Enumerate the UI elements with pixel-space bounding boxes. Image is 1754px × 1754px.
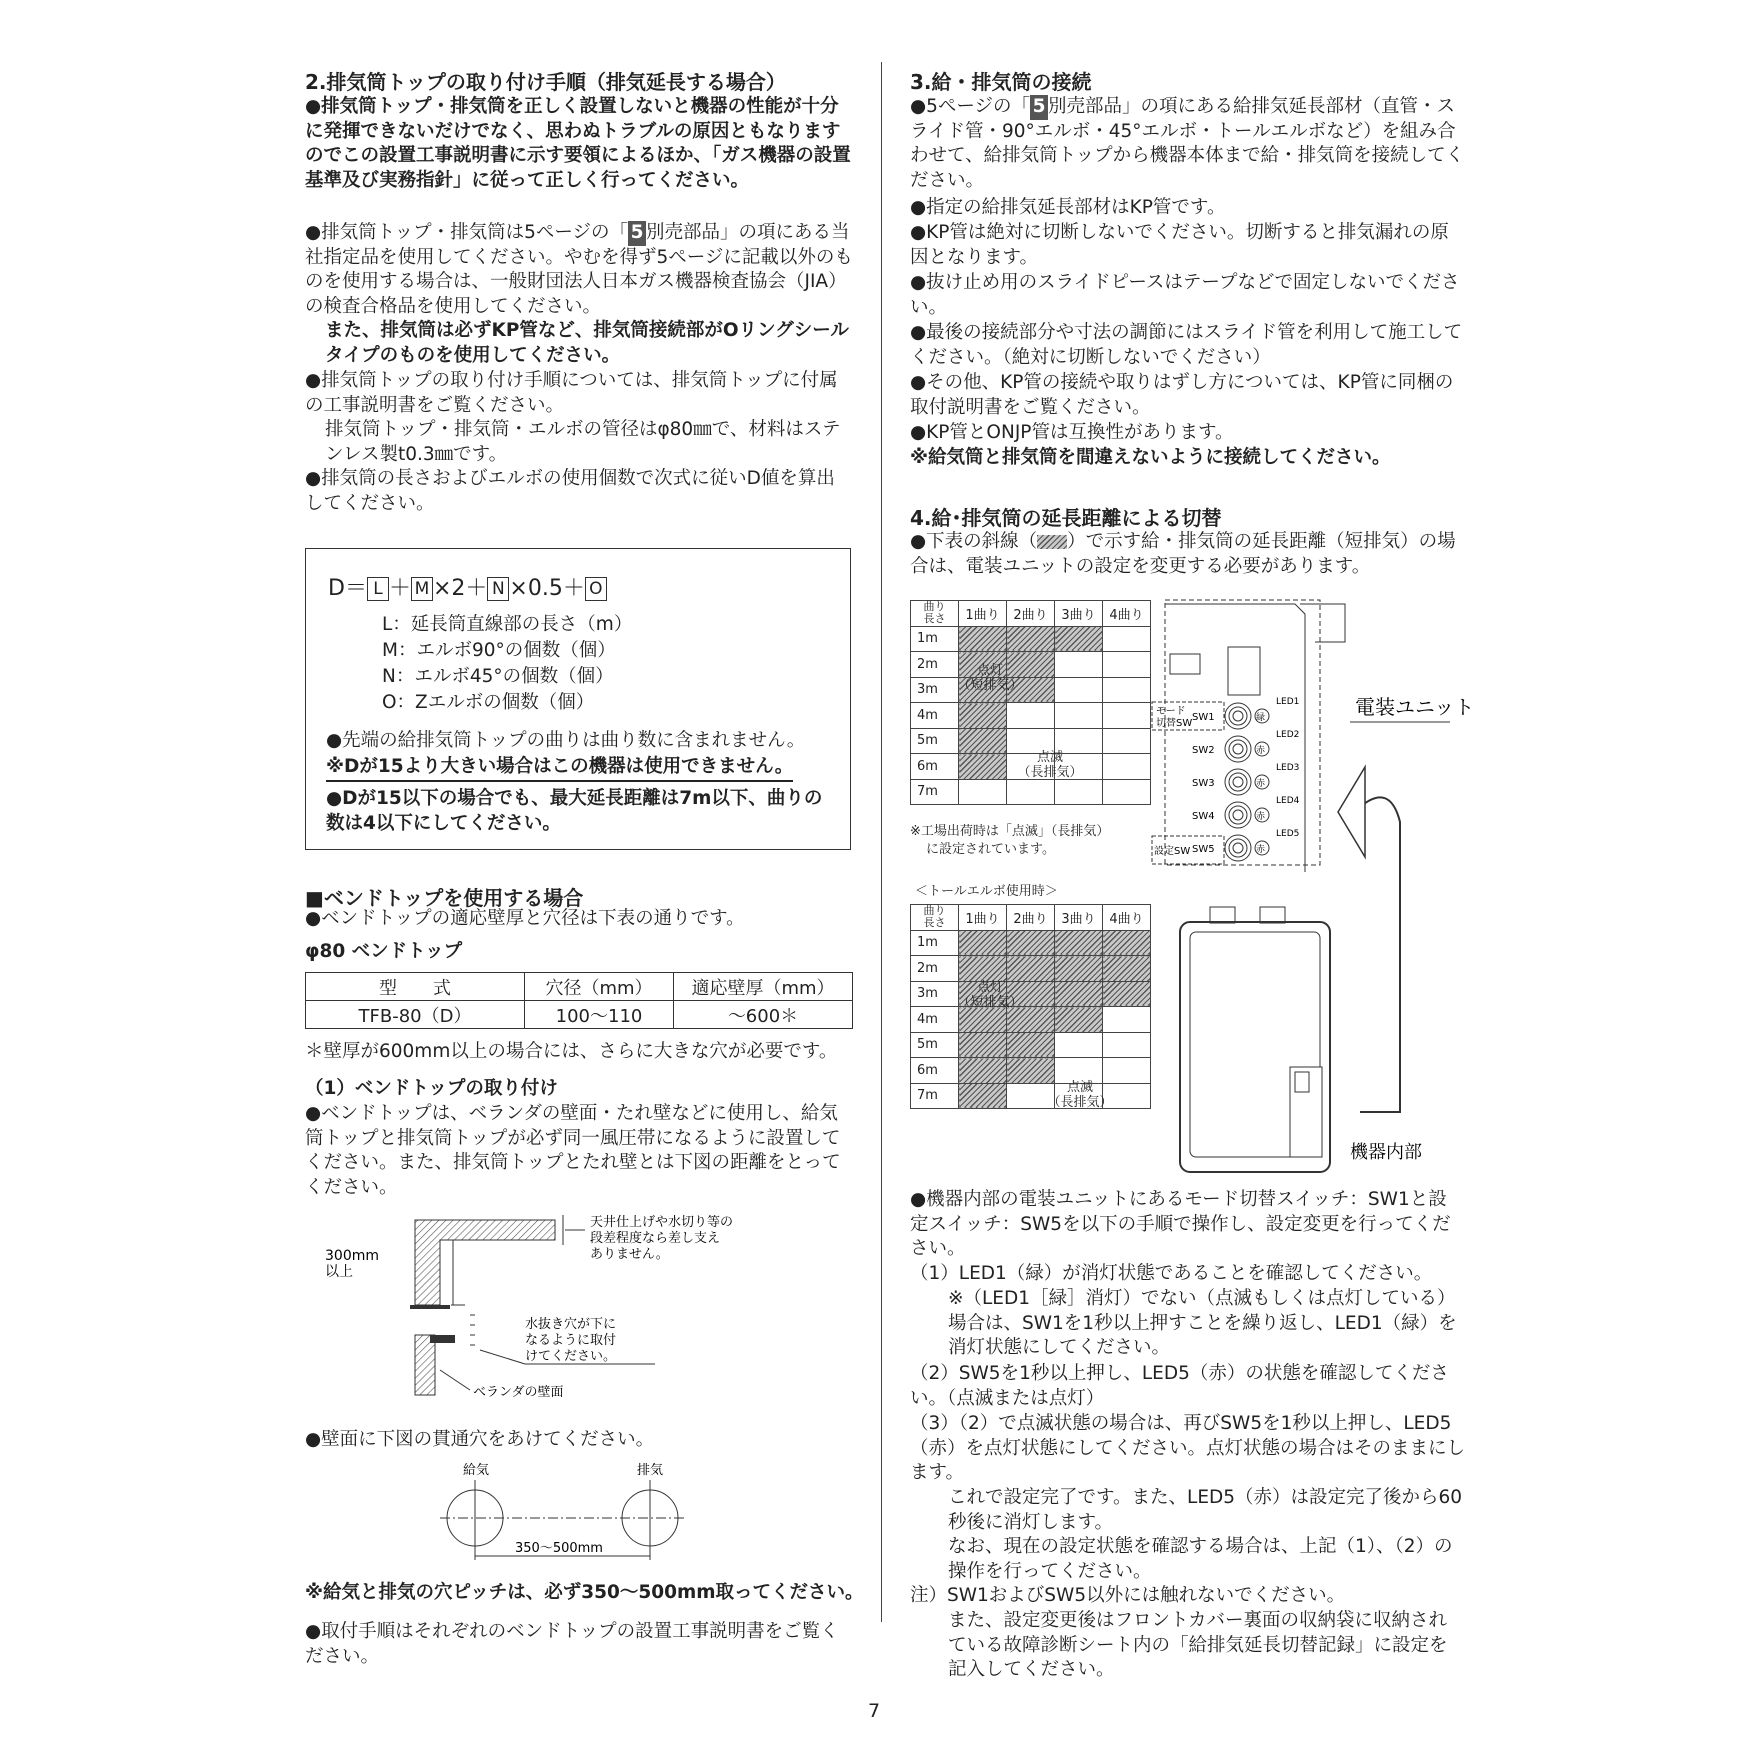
grid-row-header: 1m — [911, 626, 959, 652]
grid-corner: 曲り 長さ — [911, 905, 959, 931]
step-1-note: ※（LED1［緑］消灯）でない（点滅もしくは点灯している）場合は、SW1を1秒以上押すことを繰り返し、LED1（緑）を消灯状態にしてください。 — [948, 1288, 1457, 1358]
grid-col-header: 2曲り — [1007, 905, 1055, 931]
grid-cell — [959, 1058, 1007, 1084]
led-label: LED2 — [1276, 730, 1300, 740]
electrical-unit-diagram — [1150, 592, 1475, 1167]
hole-paragraph: ●壁面に下図の貫通穴をあけてください。 — [305, 1429, 655, 1450]
grid-row-header: 6m — [911, 1058, 959, 1084]
switch-label: SW1 — [1192, 712, 1215, 723]
supply-label: 給気 — [463, 1463, 490, 1478]
grid-cell — [959, 1083, 1007, 1109]
def-n: N：エルボ45°の個数（個） — [382, 666, 614, 687]
page-ref-badge: 5 — [1030, 95, 1048, 120]
grid-cell — [1103, 703, 1151, 729]
blink-text: 点滅 — [1036, 750, 1063, 765]
hatch-legend — [1037, 535, 1067, 549]
grid-cell — [1103, 930, 1151, 956]
grid-col-header: 1曲り — [959, 601, 1007, 627]
bend-top-table — [305, 972, 853, 1029]
def-o: O：Zエルボの個数（個） — [382, 692, 595, 713]
grid-cell — [1103, 728, 1151, 754]
switch-knob — [1229, 707, 1247, 725]
mode-label-2: 切替SW — [1156, 718, 1193, 729]
note-b-2: なるように取付 — [525, 1333, 617, 1348]
procedure-intro: ●機器内部の電装ユニットにあるモード切替スイッチ：SW1と設定スイッチ：SW5を以下の手順で操作し、設定変更を行ってください。 — [910, 1189, 1451, 1259]
formula-note-top: ●先端の給排気筒トップの曲りは曲り数に含まれません。 — [326, 730, 806, 751]
lit-text: 点灯 — [976, 980, 1003, 995]
bend-col-wall: 適応壁厚（mm） — [674, 973, 853, 1001]
grid-cell — [1007, 1032, 1055, 1058]
switch-label: SW5 — [1192, 844, 1215, 855]
kp-compat: ●KP管とONJP管は互換性があります。 — [910, 422, 1234, 443]
grid-row-header: 4m — [911, 703, 959, 729]
bend-cell-wall: 〜600＊ — [674, 1001, 853, 1029]
grid-corner: 曲り 長さ — [911, 601, 959, 627]
blink-text: 点滅 — [1066, 1080, 1093, 1095]
grid-col-header: 3曲り — [1055, 905, 1103, 931]
grid-cell — [1055, 930, 1103, 956]
grid-cell — [1055, 956, 1103, 982]
bend-col-hole: 穴径（mm） — [525, 973, 674, 1001]
connect-paragraph — [910, 95, 1465, 193]
section-4-heading: 4.給･排気筒の延長距離による切替 — [910, 506, 1222, 530]
balcony-wall-label: ベランダの壁面 — [473, 1385, 564, 1400]
grid-col-header: 4曲り — [1103, 905, 1151, 931]
grid-cell — [959, 626, 1007, 652]
extension-grid-toll-elbow — [910, 904, 1151, 1109]
kp-manual: ●その他、KP管の接続や取りはずし方については、KP管に同梱の取付説明書をご覧ください。 — [910, 372, 1454, 418]
note-a-3: ありません。 — [590, 1247, 669, 1262]
bend-col-model: 型 式 — [306, 973, 525, 1001]
column-divider — [881, 62, 882, 1622]
page-number: 7 — [868, 1700, 881, 1722]
grid-cell — [959, 703, 1007, 729]
mode-label-1: モード — [1156, 706, 1186, 717]
formula-o: O — [585, 577, 607, 601]
grid-cell — [959, 930, 1007, 956]
step-3-complete: これで設定完了です。また、LED5（赤）は設定完了後から60秒後に消灯します。 — [948, 1487, 1463, 1533]
grid-cell — [1055, 779, 1103, 805]
grid-row-header: 5m — [911, 728, 959, 754]
led-color: 赤 — [1256, 779, 1266, 789]
grid-col-header: 3曲り — [1055, 601, 1103, 627]
hole-pitch-diagram — [445, 1460, 705, 1575]
grid-cell — [1103, 1007, 1151, 1033]
switch-knob — [1229, 806, 1247, 824]
lit-text: 点灯 — [976, 663, 1003, 678]
grid-cell — [1103, 754, 1151, 780]
grid2-lit-label — [955, 980, 1025, 1010]
led-color: 赤 — [1256, 845, 1266, 855]
def-l: L：延長筒直線部の長さ（m） — [382, 614, 633, 635]
text: ●5ページの「 — [910, 96, 1031, 117]
note-record: また、設定変更後はフロントカバー裏面の収納袋に収納されている故障診断シート内の「給排気延長切替記録」に設定を記入してください。 — [948, 1610, 1448, 1680]
inside-label: 機器内部 — [1350, 1142, 1422, 1163]
grid-cell — [1103, 1032, 1151, 1058]
note-a-1: 天井仕上げや水切り等の — [590, 1215, 734, 1230]
step-1: （1）LED1（緑）が消灯状態であることを確認してください。 — [910, 1263, 1433, 1284]
grid2-blink-label — [1040, 1080, 1120, 1110]
switch-knob — [1233, 810, 1243, 820]
step-3: （3）（2）で点滅状態の場合は、再びSW5を1秒以上押し、LED5（赤）を点灯状態にしてください。点灯状態の場合はそのままにします。 — [910, 1413, 1466, 1483]
switch-knob — [1233, 744, 1243, 754]
grid-cell — [1103, 652, 1151, 678]
grid-cell — [959, 728, 1007, 754]
switch-knob — [1233, 843, 1243, 853]
mount-paragraph: ●ベンドトップは、ベランダの壁面・たれ壁などに使用し、給気筒トップと排気筒トップが必ず同一風圧帯になるように設置してください。また、排気筒トップとたれ壁とは下図の距離をとってください。 — [305, 1103, 841, 1198]
install-manual-note: ●取付手順はそれぞれのベンドトップの設置工事説明書をご覧ください。 — [305, 1621, 839, 1667]
switch-knob — [1229, 773, 1247, 791]
grid-row-header: 4m — [911, 1007, 959, 1033]
grid-cell — [1103, 626, 1151, 652]
grid-cell — [1007, 1007, 1055, 1033]
section-3-heading: 3.給・排気筒の接続 — [910, 70, 1092, 94]
switch-label: SW2 — [1192, 745, 1215, 756]
paragraph-d-value: ●排気筒の長さおよびエルボの使用個数で次式に従いD値を算出してください。 — [305, 468, 835, 514]
grid-row-header: 1m — [911, 930, 959, 956]
bend-top-clearance-diagram — [325, 1210, 805, 1410]
grid-cell — [959, 956, 1007, 982]
grid-row-header: 7m — [911, 779, 959, 805]
bend-top-subheading: φ80 ベンドトップ — [305, 941, 463, 962]
paragraph-specified-parts — [305, 221, 853, 319]
grid-cell — [1055, 1007, 1103, 1033]
switch-knob — [1229, 839, 1247, 857]
grid-cell — [1007, 703, 1055, 729]
def-m: M：エルボ90°の個数（個） — [382, 640, 616, 661]
led-label: LED4 — [1276, 796, 1300, 806]
bend-top-heading: ■ベンドトップを使用する場合 — [305, 886, 584, 910]
led-label: LED3 — [1276, 763, 1300, 773]
grid-col-header: 4曲り — [1103, 601, 1151, 627]
slide-pipe: ●最後の接続部分や寸法の調節にはスライド管を利用して施工してください。（絶対に切断しないでください） — [910, 322, 1463, 368]
blink-sub: （長排気） — [1017, 765, 1083, 780]
led-color: 赤 — [1256, 812, 1266, 822]
formula-l: L — [367, 577, 389, 601]
set-label: 設定SW — [1154, 846, 1191, 857]
grid-row-header: 3m — [911, 981, 959, 1007]
text: 別売部品」の項にある給排気延長部材（直管・スライド管・90°エルボ・45°エルボ・トールエルボなど）を組み合わせて、給排気筒トップから機器本体まで給・排気筒を接続してください。 — [910, 96, 1465, 191]
mount-heading: （1）ベンドトップの取り付け — [305, 1078, 558, 1099]
toll-elbow-caption: ＜トールエルボ使用時＞ — [915, 884, 1058, 899]
note-a-2: 段差程度なら差し支え — [590, 1231, 721, 1246]
grid-cell — [1007, 956, 1055, 982]
step-2: （2）SW5を1秒以上押し、LED5（赤）の状態を確認してください。（点滅または点灯） — [910, 1363, 1449, 1409]
grid-row-header: 7m — [911, 1083, 959, 1109]
connect-warning: ※給気筒と排気筒を間違えないように接続してください。 — [910, 447, 1391, 468]
grid-cell — [1103, 981, 1151, 1007]
grid-cell — [1103, 779, 1151, 805]
grid-cell — [1007, 779, 1055, 805]
grid1-lit-label — [955, 663, 1025, 693]
formula-times05: ×0.5＋ — [509, 576, 585, 601]
pitch-note: ※給気と排気の穴ピッチは、必ず350〜500mm取ってください。 — [305, 1582, 864, 1603]
grid-cell — [1103, 956, 1151, 982]
text: ●下表の斜線（ — [910, 531, 1038, 552]
section-2-heading: 2.排気筒トップの取り付け手順（排気延長する場合） — [305, 70, 786, 94]
paragraph-pipe-diameter: 排気筒トップ・排気筒・エルボの管径はφ80㎜で、材料はステンレス製t0.3㎜です。 — [325, 419, 841, 465]
switch-intro — [910, 530, 1465, 579]
lit-sub: （短排気） — [957, 995, 1023, 1010]
switch-label: SW3 — [1192, 778, 1215, 789]
grid-col-header: 1曲り — [959, 905, 1007, 931]
formula-box — [305, 548, 851, 850]
switch-label: SW4 — [1192, 811, 1215, 822]
formula-note-limit: ※Dが15より大きい場合はこの機器は使用できません。 — [326, 755, 793, 782]
exhaust-label: 排気 — [637, 1463, 664, 1478]
grid-cell — [1055, 677, 1103, 703]
grid-cell — [959, 1032, 1007, 1058]
formula-note-max: ●Dが15以下の場合でも、最大延長距離は7m以下、曲りの数は4以下にしてください。 — [326, 788, 823, 834]
paragraph-kp-pipe: また、排気筒は必ずKP管など、排気筒接続部がOリングシールタイプのものを使用してください。 — [325, 320, 849, 366]
switch-knob — [1233, 777, 1243, 787]
grid1-blink-label — [1010, 750, 1090, 780]
grid-cell — [1007, 930, 1055, 956]
formula-d: D＝ — [328, 576, 367, 601]
pitch-label: 350〜500mm — [515, 1541, 603, 1556]
paragraph-top-procedure: ●排気筒トップの取り付け手順については、排気筒トップに付属の工事説明書をご覧ください。 — [305, 370, 838, 416]
grid-row-header: 3m — [911, 677, 959, 703]
note-switch: 注）SW1およびSW5以外には触れないでください。 — [910, 1585, 1346, 1606]
factory-note-2: に設定されています。 — [926, 842, 1055, 857]
grid-cell — [1055, 626, 1103, 652]
note-b-3: けてください。 — [525, 1349, 617, 1364]
grid-cell — [959, 754, 1007, 780]
led-label: LED5 — [1276, 829, 1300, 839]
formula — [328, 571, 607, 602]
switch-knob — [1233, 711, 1243, 721]
grid-row-header: 6m — [911, 754, 959, 780]
grid-cell — [959, 1007, 1007, 1033]
formula-times2: ×2＋ — [432, 576, 488, 601]
kp-spec: ●指定の給排気延長部材はKP管です。 — [910, 197, 1226, 218]
text: ●排気筒トップ・排気筒は5ページの「 — [305, 222, 628, 243]
grid-cell — [1055, 703, 1103, 729]
bend-cell-hole: 100〜110 — [525, 1001, 674, 1029]
grid-row-header: 2m — [911, 652, 959, 678]
grid-cell — [1007, 626, 1055, 652]
step-3-check: なお、現在の設定状態を確認する場合は、上記（1）、（2）の操作を行ってください。 — [948, 1536, 1453, 1582]
note-b-1: 水抜き穴が下に — [525, 1317, 617, 1332]
grid-row-header: 2m — [911, 956, 959, 982]
led-color: 赤 — [1256, 746, 1266, 756]
grid-cell — [1055, 652, 1103, 678]
text: 別売部品」の項にある当社指定品を使用してください。やむを得ず5ページに記載以外のものを使用する場合は、一般財団法人日本ガス機器検査協会（JIA）の検査合格品を使用してください。 — [305, 222, 853, 317]
clearance-dim: 300mm — [325, 1248, 379, 1264]
bend-table-note: ＊壁厚が600mm以上の場合には、さらに大きな穴が必要です。 — [305, 1041, 838, 1062]
factory-note-1: ※工場出荷時は「点滅」（長排気） — [910, 824, 1110, 839]
grid-row-header: 5m — [911, 1032, 959, 1058]
blink-sub: （長排気） — [1047, 1095, 1113, 1110]
formula-n: N — [487, 577, 509, 601]
grid-cell — [1055, 1032, 1103, 1058]
formula-plus: ＋ — [388, 576, 411, 601]
page-ref-badge: 5 — [628, 221, 646, 246]
led-label: LED1 — [1276, 697, 1300, 707]
grid-cell — [1103, 677, 1151, 703]
kp-no-cut: ●KP管は絶対に切断しないでください。切断すると排気漏れの原因となります。 — [910, 222, 1449, 268]
lit-sub: （短排気） — [957, 678, 1023, 693]
grid-col-header: 2曲り — [1007, 601, 1055, 627]
electrical-unit-label: 電装ユニット — [1355, 695, 1475, 719]
slide-piece: ●抜け止め用のスライドピースはテープなどで固定しないでください。 — [910, 272, 1460, 318]
led-color: 緑 — [1256, 713, 1266, 723]
grid-cell — [1055, 981, 1103, 1007]
bend-cell-model: TFB-80（D） — [306, 1001, 525, 1029]
grid-cell — [959, 779, 1007, 805]
bend-top-intro: ●ベンドトップの適応壁厚と穴径は下表の通りです。 — [305, 908, 745, 929]
paragraph-install-caution: ●排気筒トップ・排気筒を正しく設置しないと機器の性能が十分に発揮できないだけでなく、思わぬトラブルの原因ともなりますのでこの設置工事説明書に示す要領によるほか、「ガス機器の設置基準及び実務指針」に従って正しく行ってください。 — [305, 96, 851, 191]
switch-knob — [1229, 740, 1247, 758]
formula-m: M — [411, 577, 433, 601]
clearance-dim-2: 以上 — [325, 1264, 353, 1280]
text: ）で示す給・排気筒の延長距離（短排気）の場合は、電装ユニットの設定を変更する必要があります。 — [910, 531, 1456, 577]
